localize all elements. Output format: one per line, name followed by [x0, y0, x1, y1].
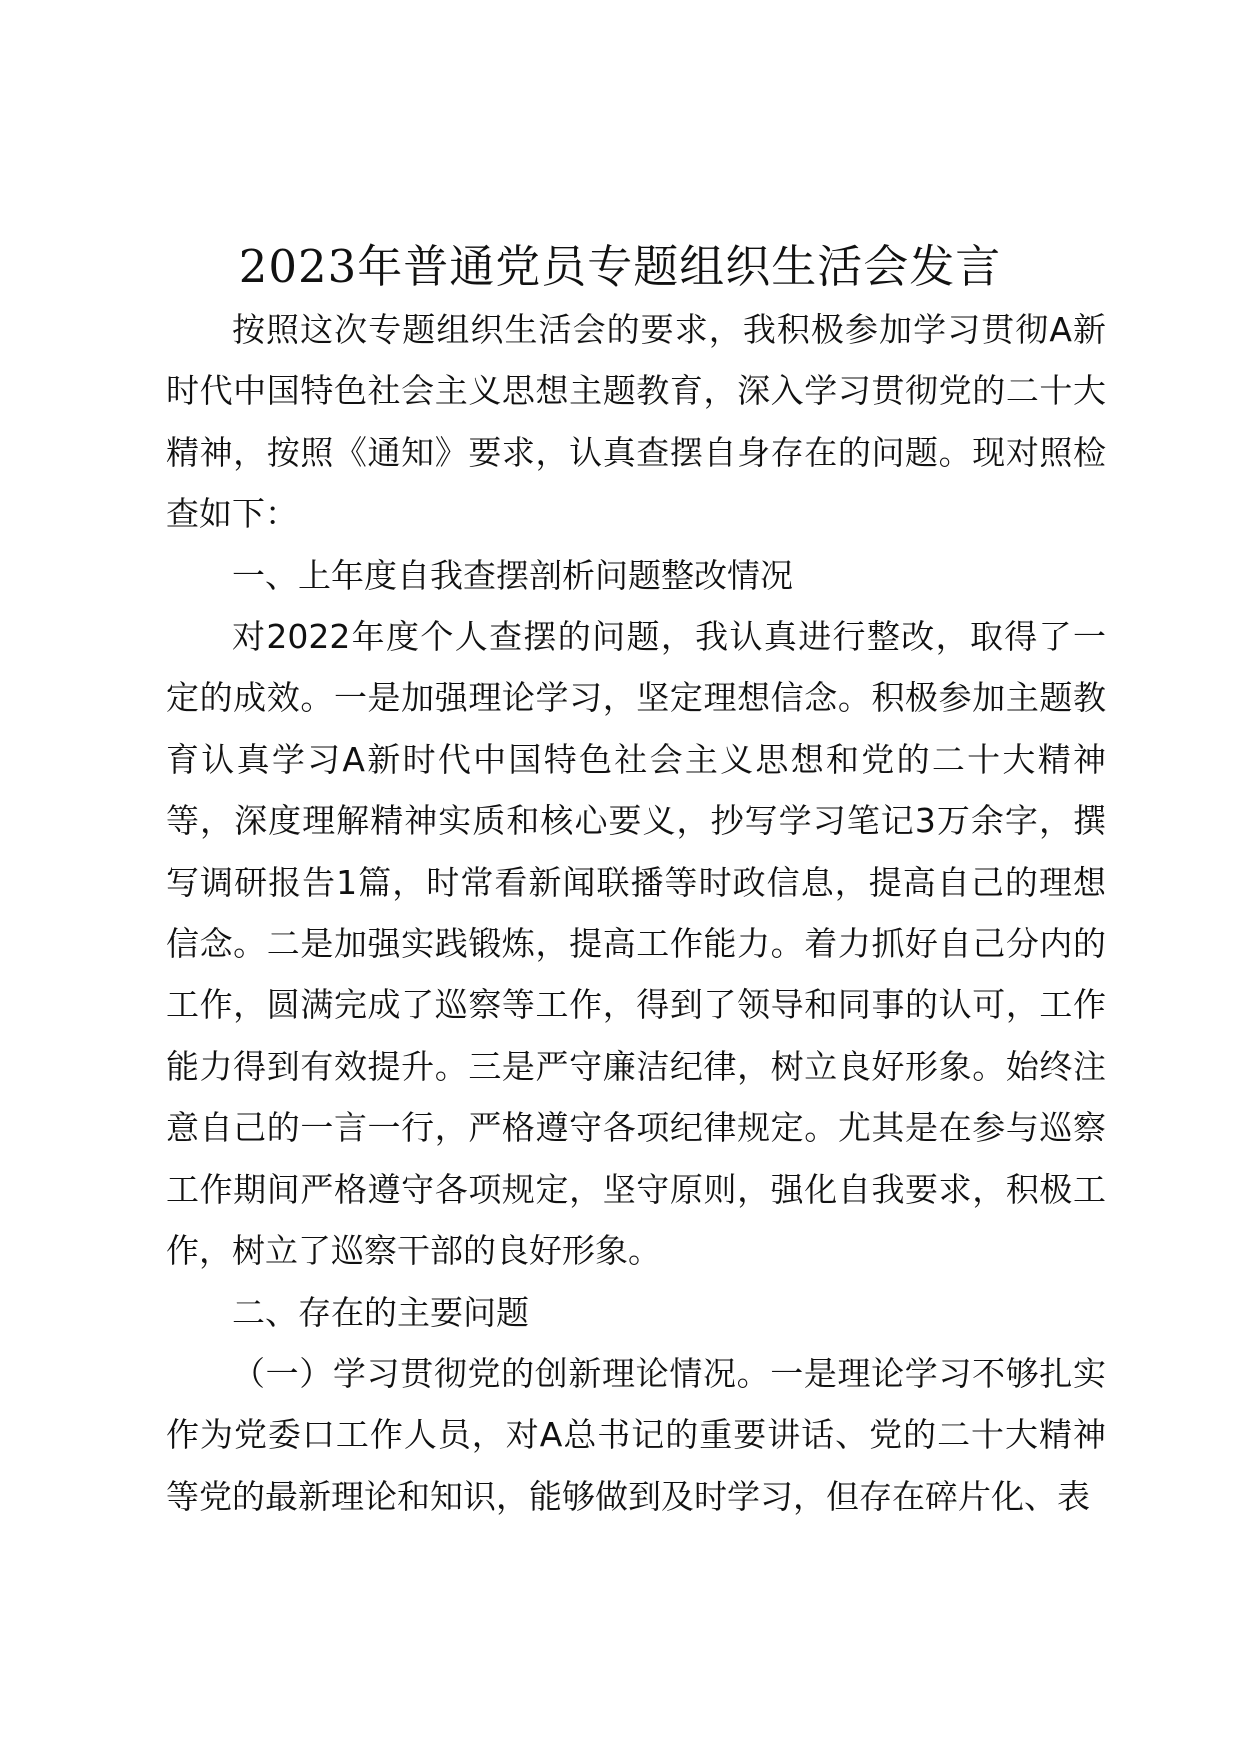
paragraph-rectification: 对2022年度个人查摆的问题，我认真进行整改，取得了一定的成效。一是加强理论学习，坚定理想信念。积极参加主题教育认真学习A新时代中国特色社会主义思想和党的二十大精神等，深度理解精神实质和核心要义，抄写学习笔记3万余字，撰写调研报告1篇，时常看新闻联播等时政信息，提高自己的理想信念。二是加强实践锻炼，提高工作能力。着力抓好自己分内的工作，圆满完成了巡察等工作，得到了领导和同事的认可，工作能力得到有效提升。三是严守廉洁纪律，树立良好形象。始终注意自己的一言一行，严格遵守各项纪律规定。尤其是在参与巡察工作期间严格遵守各项规定，坚守原则，强化自我要求，积极工作，树立了巡察干部的良好形象。	[166, 617, 1106, 1271]
section-heading-1: 一、上年度自我查摆剖析问题整改情况	[232, 555, 793, 595]
paragraph-intro: 按照这次专题组织生活会的要求，我积极参加学习贯彻A新时代中国特色社会主义思想主题教育，深入学习贯彻党的二十大精神，按照《通知》要求，认真查摆自身存在的问题。现对照检查如下：	[166, 310, 1106, 534]
section-heading-2: 二、存在的主要问题	[232, 1292, 529, 1332]
paragraph-problems: （一）学习贯彻党的创新理论情况。一是理论学习不够扎实作为党委口工作人员，对A总书记的重要讲话、党的二十大精神等党的最新理论和知识，能够做到及时学习，但存在碎片化、表	[166, 1353, 1106, 1516]
document-title: 2023年普通党员专题组织生活会发言	[238, 240, 1002, 293]
document-body	[166, 299, 1106, 1527]
